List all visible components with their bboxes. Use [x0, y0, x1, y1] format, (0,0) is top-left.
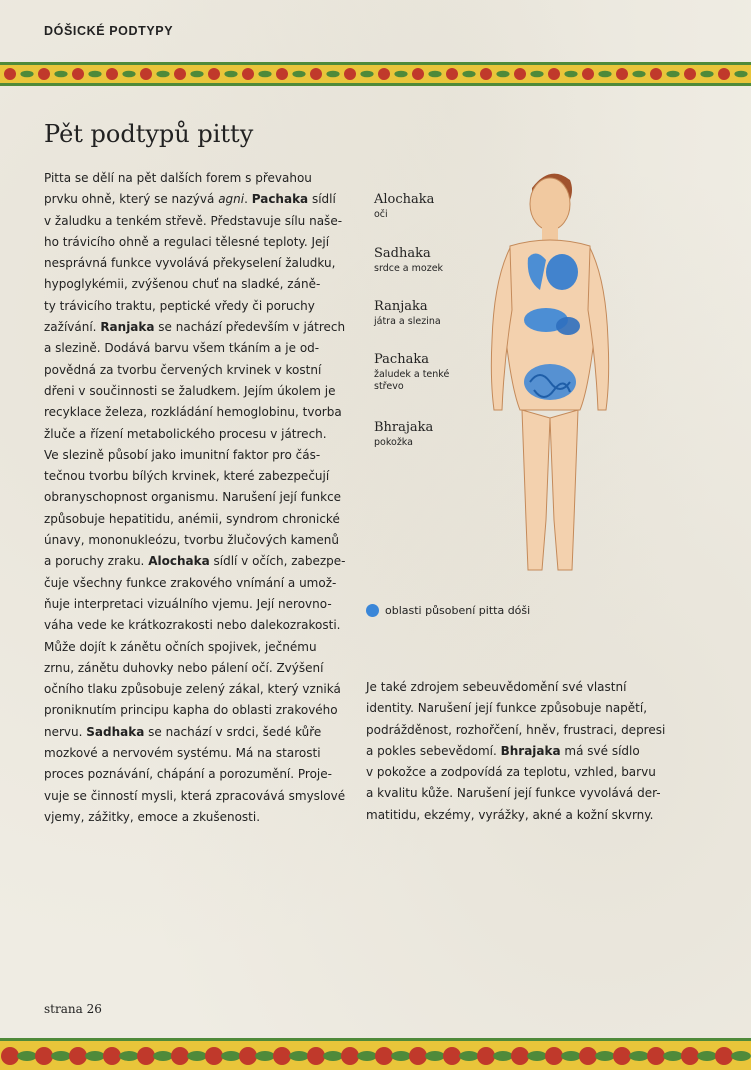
figure-label — [374, 192, 464, 221]
text-run: váha vede ke krátkozrakosti nebo dalekozrakosti. — [44, 618, 341, 633]
text-line — [44, 615, 341, 636]
text-run: v žaludku a tenkém střevě. Představuje sílu naše- — [44, 213, 343, 228]
text-run: proniknutím principu kapha do oblasti zrakového — [44, 703, 338, 718]
text-line — [44, 317, 346, 338]
text-line — [44, 594, 334, 615]
figure-label-name: Bhrajaka — [374, 420, 434, 435]
text-line — [366, 783, 666, 804]
text-line — [44, 381, 334, 402]
text-run: vuje se činností mysli, která zpracovává smyslové — [44, 788, 346, 803]
text-line — [44, 274, 334, 295]
body-illustration — [470, 160, 630, 580]
text-line — [44, 466, 334, 487]
text-run: a pokles sebevědomí. — [366, 743, 501, 758]
text-run: se nachází především v játrech — [154, 320, 346, 335]
figure-label — [374, 246, 464, 275]
text-run: zažívání. — [44, 320, 101, 335]
text-line — [44, 679, 341, 700]
text-run: sídlí — [308, 192, 336, 207]
body-text-column-left — [44, 168, 346, 828]
text-run: prvku ohně, který se nazývá — [44, 192, 219, 207]
text-run: recyklace železa, rozkládání hemoglobinu, tvorba — [44, 405, 342, 420]
text-run: proces poznávání, chápání a porozumění. Proje- — [44, 767, 332, 782]
text-line — [366, 677, 666, 698]
text-line — [44, 743, 334, 764]
text-line — [366, 720, 666, 741]
page-title: Pět podtypů pitty — [44, 120, 254, 148]
text-run: má své sídlo — [560, 743, 640, 758]
text-run: v pokožce a zodpovídá za teplotu, vzhled, barvu — [366, 765, 656, 780]
text-line — [366, 762, 666, 783]
figure-label-name: Pachaka — [374, 352, 429, 367]
text-run: očního tlaku způsobuje zelený zákal, který vzniká — [44, 682, 341, 697]
page-number: strana 26 — [44, 1002, 102, 1016]
text-run: Je také zdrojem sebeuvědomění své vlastní — [366, 680, 627, 694]
ornamental-border-bottom — [0, 1034, 751, 1070]
text-run: . — [244, 192, 252, 207]
text-run: žluče a řízení metabolického procesu v játrech. — [44, 426, 327, 441]
text-line — [366, 698, 666, 719]
figure-label-sub: žaludek a tenké střevo — [374, 369, 450, 392]
bold-term: Alochaka — [148, 554, 210, 569]
text-run: čuje všechny funkce zrakového vnímání a umož- — [44, 575, 337, 590]
text-run: podrážděnost, rozhořčení, hněv, frustraci, depresi — [366, 722, 666, 737]
text-line — [44, 509, 340, 530]
text-run: únavy, mononukleózu, tvorbu žlučových kamenů — [44, 533, 340, 548]
text-run: obranyschopnost organismu. Narušení její funkce — [44, 490, 342, 505]
text-run: dřeni v součinnosti se žaludkem. Jejím úkolem je — [44, 383, 336, 398]
text-run: se nachází v srdci, šedé kůře — [144, 724, 322, 739]
text-line — [366, 741, 666, 762]
text-run: a slezině. Dodává barvu všem tkáním a je od- — [44, 341, 320, 356]
bold-term: Ranjaka — [100, 320, 155, 335]
figure-label-sub: játra a slezina — [374, 316, 441, 327]
legend-dot-icon — [366, 604, 379, 617]
text-line — [44, 424, 334, 445]
bold-term: Bhrajaka — [500, 743, 561, 758]
text-run: a kvalitu kůže. Narušení její funkce vyvolává der- — [366, 786, 661, 801]
figure-label — [374, 299, 464, 328]
text-line — [44, 189, 334, 210]
text-run: vjemy, zážitky, emoce a zkušenosti. — [44, 809, 261, 824]
text-line — [44, 232, 334, 253]
text-line — [44, 253, 334, 274]
text-line — [366, 805, 666, 826]
bold-term: Sadhaka — [86, 724, 145, 739]
text-run: identity. Narušení její funkce způsobuje napětí, — [366, 701, 648, 716]
text-run: zrnu, zánětu duhovky nebo pálení očí. Zvýšení — [44, 660, 324, 675]
text-run: ňuje interpretaci vizuálního vjemu. Její nerovno- — [44, 596, 332, 611]
text-run: Může dojít k zánětu očních spojivek, ječnému — [44, 639, 317, 654]
text-run: tečnou tvorbu bílých krvinek, které zabezpečují — [44, 469, 330, 484]
text-run: sídlí v očích, zabezpe- — [209, 554, 346, 569]
text-run: nervu. — [44, 724, 87, 739]
text-line — [44, 530, 340, 551]
text-line — [44, 807, 334, 828]
text-run: Ve slezině působí jako imunitní faktor pro čás- — [44, 447, 321, 462]
text-run: ty trávicího traktu, peptické vředy či poruchy — [44, 298, 315, 313]
text-line — [44, 487, 342, 508]
text-run: nesprávná funkce vyvolává překyselení žaludku, — [44, 256, 336, 271]
text-run: způsobuje hepatitidu, anémii, syndrom chronické — [44, 511, 340, 526]
text-line — [44, 700, 338, 721]
text-line — [44, 402, 342, 423]
text-run: mozkové a nervovém systému. Má na starosti — [44, 746, 321, 761]
bold-term: Pachaka — [251, 192, 309, 207]
figure-label-name: Ranjaka — [374, 299, 428, 314]
figure-label-name: Alochaka — [374, 192, 435, 207]
figure-label-sub: srdce a mozek — [374, 263, 444, 274]
text-line — [44, 296, 334, 317]
legend — [366, 604, 530, 617]
text-line — [44, 573, 337, 594]
text-run: a poruchy zraku. — [44, 554, 149, 569]
text-line — [44, 168, 334, 189]
text-line — [44, 722, 334, 743]
text-line — [44, 338, 334, 359]
text-line — [44, 764, 334, 785]
text-run: matitidu, ekzémy, vyrážky, akné a kožní skvrny. — [366, 807, 654, 822]
text-run: povědná za tvorbu červených krvinek v kostní — [44, 362, 322, 377]
figure-label-sub: oči — [374, 209, 388, 220]
body-text-column-right — [366, 677, 666, 826]
text-run: ho trávicího ohně a regulaci tělesné teploty. Její — [44, 234, 330, 249]
text-line — [44, 551, 346, 572]
ornamental-border-top — [0, 60, 751, 88]
text-run: hypoglykémii, zvýšenou chuť na sladké, záně- — [44, 277, 321, 292]
text-line — [44, 786, 346, 807]
legend-text: oblasti působení pitta dóši — [385, 604, 531, 617]
text-run: Pitta se dělí na pět dalších forem s převahou — [44, 171, 312, 185]
italic-term: agni — [218, 192, 245, 207]
text-line — [44, 445, 334, 466]
text-line — [44, 211, 343, 232]
text-line — [44, 360, 334, 381]
section-header: DÓŠICKÉ PODTYPY — [44, 24, 174, 38]
figure-label-name: Sadhaka — [374, 246, 431, 261]
text-line — [44, 658, 334, 679]
figure-label — [374, 352, 464, 393]
text-line — [44, 637, 334, 658]
figure-label-sub: pokožka — [374, 437, 413, 448]
figure-label — [374, 420, 464, 449]
